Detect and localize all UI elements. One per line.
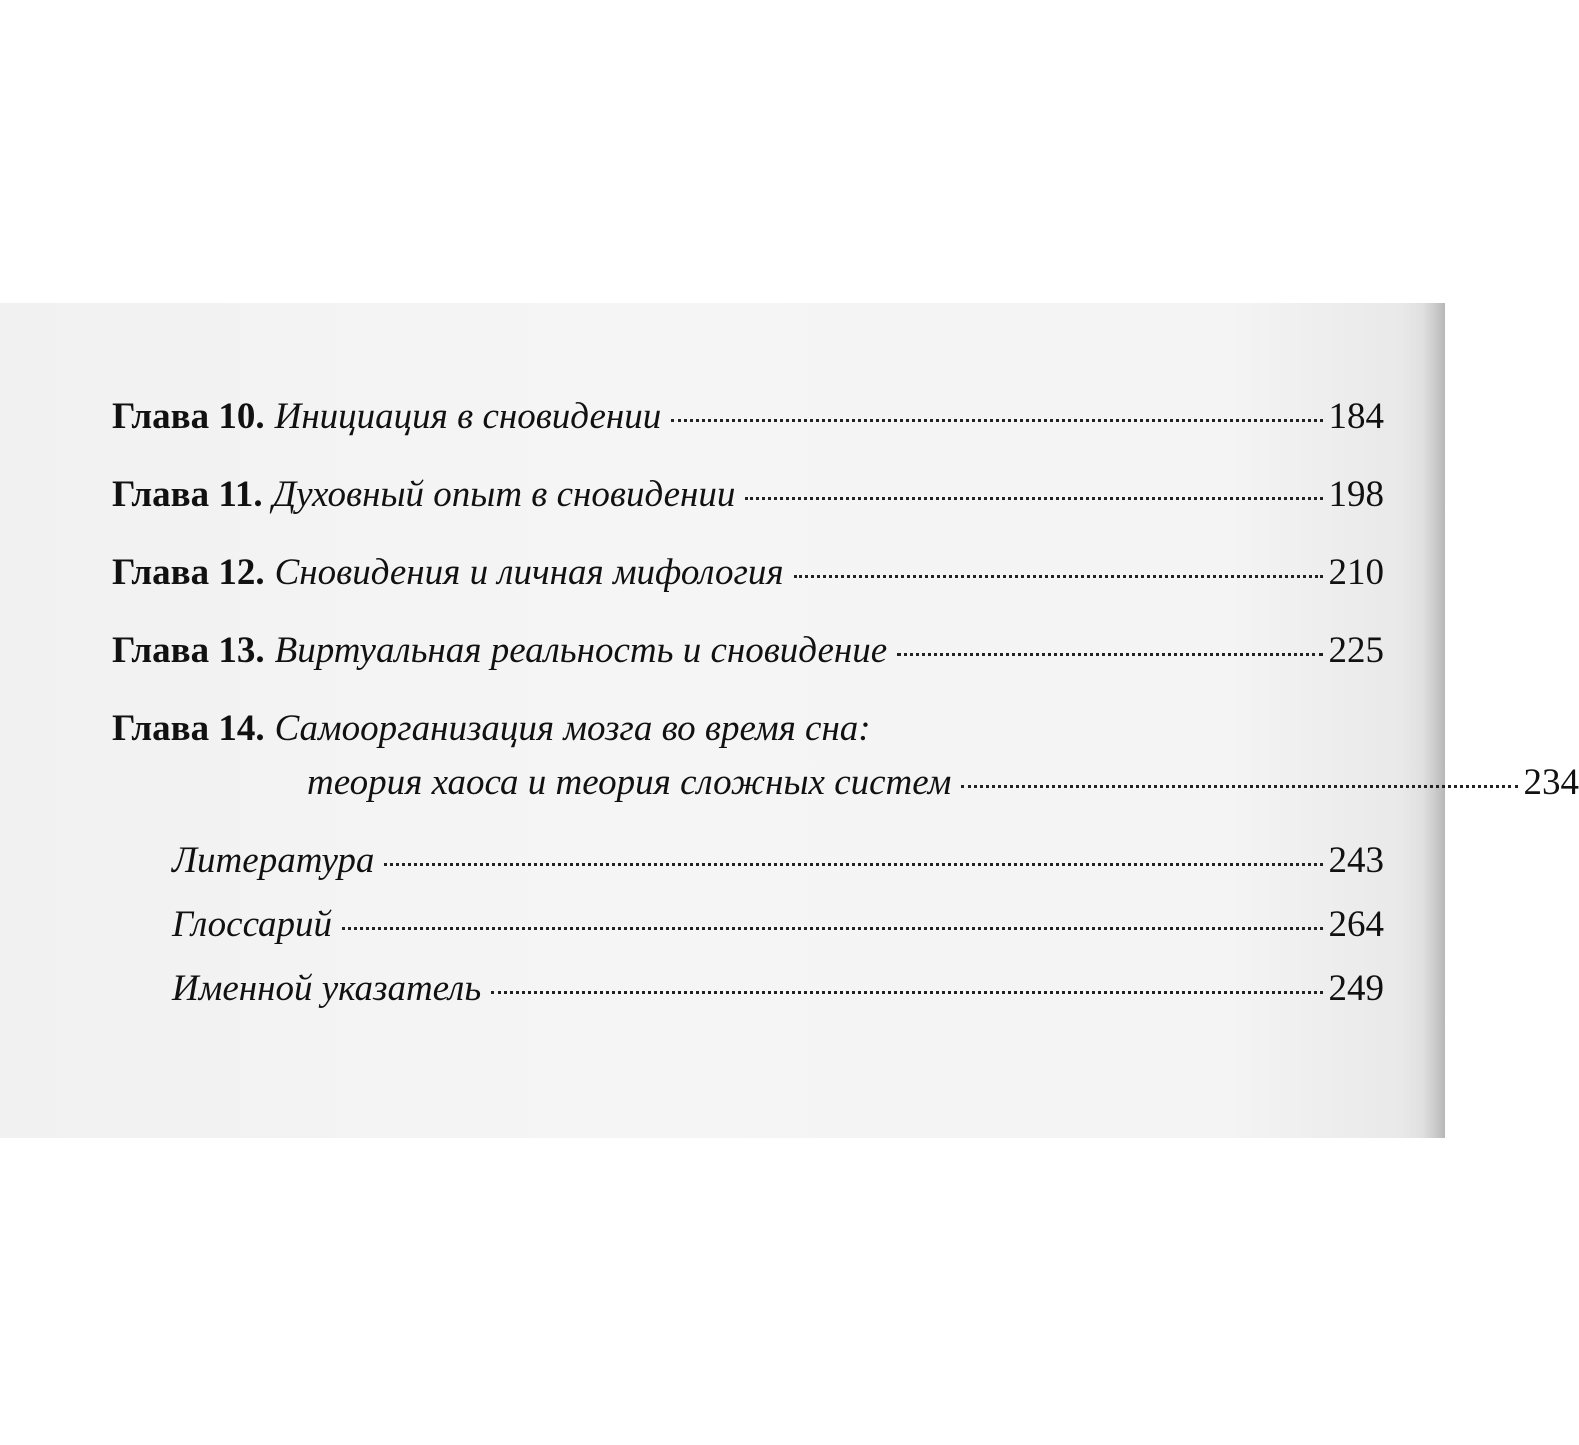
chapter-title: Духовный опыт в сновидении (272, 474, 736, 515)
dot-leader (745, 497, 1322, 500)
page-number: 225 (1328, 630, 1384, 671)
table-of-contents (0, 303, 1579, 1138)
dot-leader (342, 927, 1322, 930)
dot-leader (491, 991, 1322, 994)
dot-leader (961, 785, 1517, 788)
toc-entry-chapter-11 (112, 473, 1384, 517)
toc-entry-glossary (172, 903, 1384, 947)
back-matter-title: Глоссарий (172, 904, 333, 945)
chapter-label: Глава 11. (112, 474, 263, 515)
dot-leader (384, 863, 1322, 866)
toc-entry-literature (172, 839, 1384, 883)
back-matter-title: Именной указатель (172, 968, 482, 1009)
chapter-label: Глава 13. (112, 630, 265, 671)
toc-entry-chapter-10 (112, 395, 1384, 439)
dot-leader (794, 575, 1323, 578)
chapter-title: Сновидения и личная мифология (274, 552, 784, 593)
book-page (0, 303, 1579, 1138)
chapter-title: Самоорганизация мозга во время сна: (274, 708, 871, 749)
page-number: 210 (1328, 552, 1384, 593)
chapter-title-continuation: теория хаоса и теория сложных систем (307, 762, 952, 803)
chapter-title: Виртуальная реальность и сновидение (274, 630, 888, 671)
page-number: 243 (1328, 840, 1384, 881)
chapter-label: Глава 10. (112, 396, 265, 437)
toc-entry-chapter-13 (112, 629, 1384, 673)
toc-entry-name-index (172, 967, 1384, 1011)
chapter-label: Глава 12. (112, 552, 265, 593)
dot-leader (671, 419, 1322, 422)
chapter-label: Глава 14. (112, 708, 265, 749)
chapter-title: Инициация в сновидении (274, 396, 662, 437)
back-matter-title: Литература (172, 840, 375, 881)
page-number: 184 (1328, 396, 1384, 437)
dot-leader (897, 653, 1322, 656)
toc-entry-chapter-14 (112, 707, 1579, 805)
page-number: 198 (1328, 474, 1384, 515)
page-number: 264 (1328, 904, 1384, 945)
toc-entry-chapter-12 (112, 551, 1384, 595)
page-number: 234 (1523, 762, 1579, 803)
page-number: 249 (1328, 968, 1384, 1009)
